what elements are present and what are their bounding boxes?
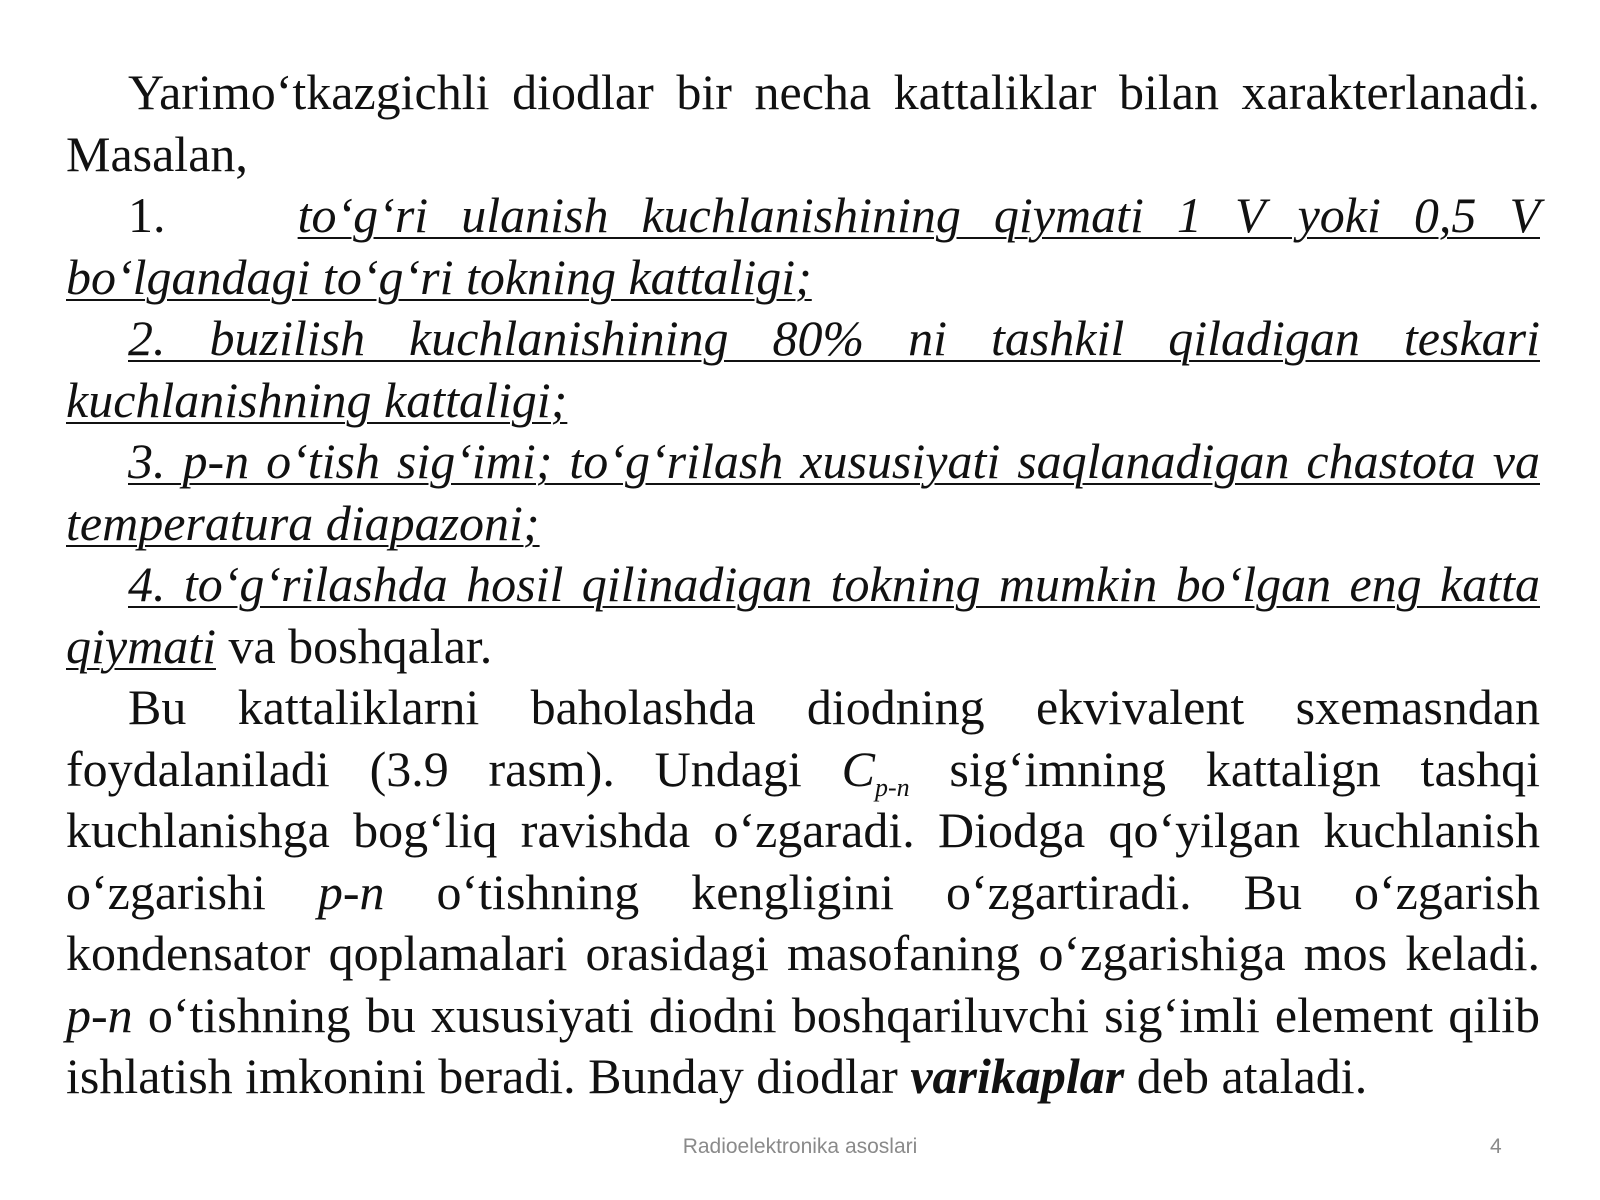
list-item-3 (66, 431, 1540, 554)
pn-term-1: p-n (317, 863, 385, 920)
list-item-4-suffix: va boshqalar. (215, 617, 493, 674)
intro-paragraph (66, 62, 1540, 185)
pn-term-2: p-n (66, 986, 133, 1043)
varicap-paragraph (66, 677, 1540, 1108)
list-item-1 (66, 185, 1540, 308)
page-number: 4 (1490, 1135, 1502, 1158)
paragraph-part-3: o‘tishning kengligini o‘zgartiradi. Bu o‘zgarish kondensator qoplamalari orasidagi masofaning o‘zgarishiga mos keladi. (66, 863, 1540, 981)
paragraph-part-2: sig‘imning kattalign tashqi kuchlanishga bog‘liq ravishda o‘zgaradi. Diodga qo‘yilgan kuchlanish o‘zgarishi (66, 740, 1540, 920)
slide-body-text (66, 62, 1540, 1108)
list-item-4-text: 4. to‘g‘rilashda hosil qilinadigan tokning mumkin bo‘lgan eng katta qiymati (66, 556, 1540, 674)
intro-text: Yarimo‘tkazgichli diodlar bir necha kattaliklar bilan xarakterlanadi. Masalan, (66, 64, 1540, 182)
capacitance-symbol-letter: C (841, 740, 875, 797)
list-item-3-text: 3. p-n o‘tish sig‘imi; to‘g‘rilash xususiyati saqlanadigan chastota va temperatura diapazoni; (66, 433, 1540, 551)
list-item-2 (66, 308, 1540, 431)
paragraph-part-4: o‘tishning bu xususiyati diodni boshqariluvchi sig‘imli element qilib ishlatish imkonini beradi. Bunday diodlar (66, 986, 1540, 1104)
footer-title: Radioelektronika asoslari (682, 1135, 918, 1158)
list-item-1-number: 1. (128, 187, 166, 243)
capacitance-symbol (841, 740, 910, 802)
paragraph-part-1: Bu kattaliklarni baholashda diodning ekvivalent sxemasndan foydalaniladi (3.9 rasm). Undagi (66, 679, 1540, 797)
list-item-2-text: 2. buzilish kuchlanishining 80% ni tashkil qiladigan teskari kuchlanishning kattaligi; (66, 310, 1540, 428)
list-item-1-text: to‘g‘ri ulanish kuchlanishining qiymati 1 V yoki 0,5 V bo‘lgandagi to‘g‘ri tokning kattaligi; (66, 187, 1540, 305)
paragraph-part-5: deb ataladi. (1124, 1048, 1368, 1104)
capacitance-symbol-subscript: p-n (874, 772, 910, 802)
varikaplar-term: varikaplar (910, 1048, 1125, 1104)
list-item-4 (66, 554, 1540, 677)
